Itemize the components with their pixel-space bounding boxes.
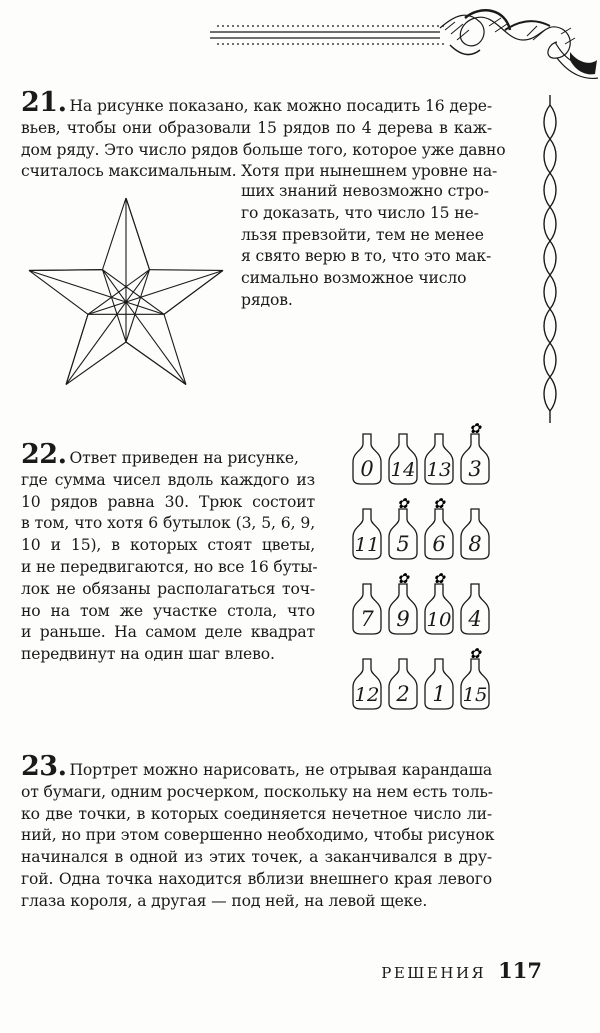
problem-23 bbox=[21, 751, 495, 913]
bottle bbox=[389, 496, 417, 559]
flower-icon: ✿ bbox=[469, 646, 481, 662]
paragraph-line: передвинут на один шаг влево. bbox=[21, 645, 275, 664]
paragraph-line: 10 и 15), в которых стоят цветы, bbox=[21, 536, 315, 555]
problem-number: 22. bbox=[21, 439, 67, 470]
bottle-number: 15 bbox=[462, 684, 488, 706]
paragraph-line: начинался в одной из этих точек, а заканчивался в дру- bbox=[21, 848, 492, 867]
bottle bbox=[425, 434, 453, 484]
star-edge bbox=[164, 314, 186, 384]
page-footer bbox=[381, 958, 542, 983]
paragraph-text: Ответ приведен на рисунке, bbox=[69, 449, 299, 467]
bottle bbox=[461, 509, 489, 559]
paragraph-line: симально возможное число bbox=[241, 269, 467, 288]
bottle bbox=[461, 584, 489, 634]
paragraph-line: го доказать, что число 15 не- bbox=[241, 203, 479, 222]
paragraph-line: и раньше. На самом деле квадрат bbox=[21, 623, 315, 642]
paragraph-line: рядов. bbox=[241, 290, 293, 309]
paragraph-line: ших знаний невозможно стро- bbox=[241, 182, 489, 200]
bottle bbox=[353, 659, 381, 709]
bottle-number: 2 bbox=[396, 682, 410, 706]
star-row-line bbox=[102, 270, 164, 315]
bottle-number: 10 bbox=[426, 609, 452, 631]
paragraph-text: Портрет можно нарисовать, не отрывая карандаша bbox=[69, 761, 492, 779]
star-row-line bbox=[126, 270, 150, 342]
bottle-number: 14 bbox=[390, 459, 416, 481]
star-edge bbox=[29, 270, 88, 314]
bottle bbox=[389, 659, 417, 709]
bottle-number: 8 bbox=[468, 532, 482, 556]
bottle bbox=[425, 496, 453, 559]
star-row-line bbox=[66, 314, 88, 384]
bottle-number: 9 bbox=[396, 607, 410, 631]
star-row-line bbox=[126, 342, 186, 385]
paragraph-line: дом ряду. Это число рядов больше того, которое уже давно bbox=[21, 140, 506, 159]
star-row-line bbox=[88, 270, 150, 315]
bottle-number: 5 bbox=[396, 532, 410, 556]
star-row-line bbox=[126, 198, 150, 270]
star-edge bbox=[102, 198, 126, 270]
star-edge bbox=[66, 342, 126, 385]
bottle-number: 11 bbox=[354, 534, 380, 556]
paragraph-line: считалось максимальным. Хотя при нынешнем уровне на- bbox=[21, 162, 498, 181]
bottle bbox=[389, 434, 417, 484]
bottle-number: 7 bbox=[360, 607, 374, 631]
paragraph-line: льзя превзойти, тем не менее bbox=[241, 225, 484, 244]
paragraph-text: На рисунке показано, как можно посадить 16 дере- bbox=[69, 97, 492, 115]
bottle-number: 0 bbox=[360, 457, 374, 481]
bottle bbox=[353, 509, 381, 559]
paragraph-line: ко две точки, в которых соединяется нечетное число ли- bbox=[21, 804, 492, 823]
bottle bbox=[461, 421, 489, 484]
paragraph-line: лок не обязаны располагаться точ- bbox=[21, 579, 315, 598]
bottle bbox=[425, 659, 453, 709]
ribbon-ornament bbox=[205, 0, 600, 95]
bottle bbox=[353, 434, 381, 484]
paragraph-line: где сумма чисел вдоль каждого из bbox=[21, 470, 315, 489]
paragraph-line: вьев, чтобы они образовали 15 рядов по 4 дерева в каж- bbox=[21, 118, 492, 137]
problem-number: 23. bbox=[21, 751, 67, 782]
bottle bbox=[461, 646, 489, 709]
paragraph-line: от бумаги, одним росчерком, поскольку на нем есть толь- bbox=[21, 782, 493, 801]
problem-21-continued bbox=[241, 181, 492, 312]
flower-icon: ✿ bbox=[433, 571, 445, 587]
bottle bbox=[389, 571, 417, 634]
bottle-number: 13 bbox=[426, 459, 452, 481]
paragraph-line: и не передвигаются, но все 16 буты- bbox=[21, 557, 318, 576]
bottle-grid bbox=[345, 412, 495, 710]
bottle-number: 12 bbox=[354, 684, 380, 706]
paragraph-line: 10 рядов равна 30. Трюк состоит bbox=[21, 492, 315, 511]
bottle-number: 3 bbox=[468, 457, 482, 481]
paragraph-line: ний, но при этом совершенно необходимо, чтобы рисунок bbox=[21, 826, 495, 845]
paragraph-line: в том, что хотя 6 бутылок (3, 5, 6, 9, bbox=[21, 514, 315, 533]
bottle bbox=[425, 571, 453, 634]
flower-icon: ✿ bbox=[397, 571, 409, 587]
section-title: РЕШЕНИЯ bbox=[381, 964, 487, 982]
problem-21 bbox=[21, 87, 506, 183]
flower-icon: ✿ bbox=[433, 496, 445, 512]
bottle bbox=[353, 584, 381, 634]
star-row-line bbox=[164, 270, 223, 314]
paragraph-line: я свято верю в то, что это мак- bbox=[241, 247, 492, 266]
problem-number: 21. bbox=[21, 87, 67, 118]
paragraph-line: гой. Одна точка находится вблизи внешнего края левого bbox=[21, 869, 492, 888]
page-number: 117 bbox=[498, 958, 542, 983]
bottle-number: 1 bbox=[432, 682, 446, 706]
paragraph-line: глаза короля, а другая — под ней, на левой щеке. bbox=[21, 891, 428, 910]
flower-icon: ✿ bbox=[469, 421, 481, 437]
flower-icon: ✿ bbox=[397, 496, 409, 512]
bottle-number: 6 bbox=[432, 532, 446, 556]
bottle-number: 4 bbox=[468, 607, 482, 631]
star-row-line bbox=[102, 270, 126, 342]
vertical-chain-ornament bbox=[538, 95, 562, 425]
paragraph-line: но на том же участке стола, что bbox=[21, 601, 315, 620]
star-row-line bbox=[29, 270, 102, 271]
star-tree-diagram bbox=[22, 190, 230, 390]
problem-22 bbox=[21, 439, 318, 666]
star-edge bbox=[150, 270, 223, 271]
